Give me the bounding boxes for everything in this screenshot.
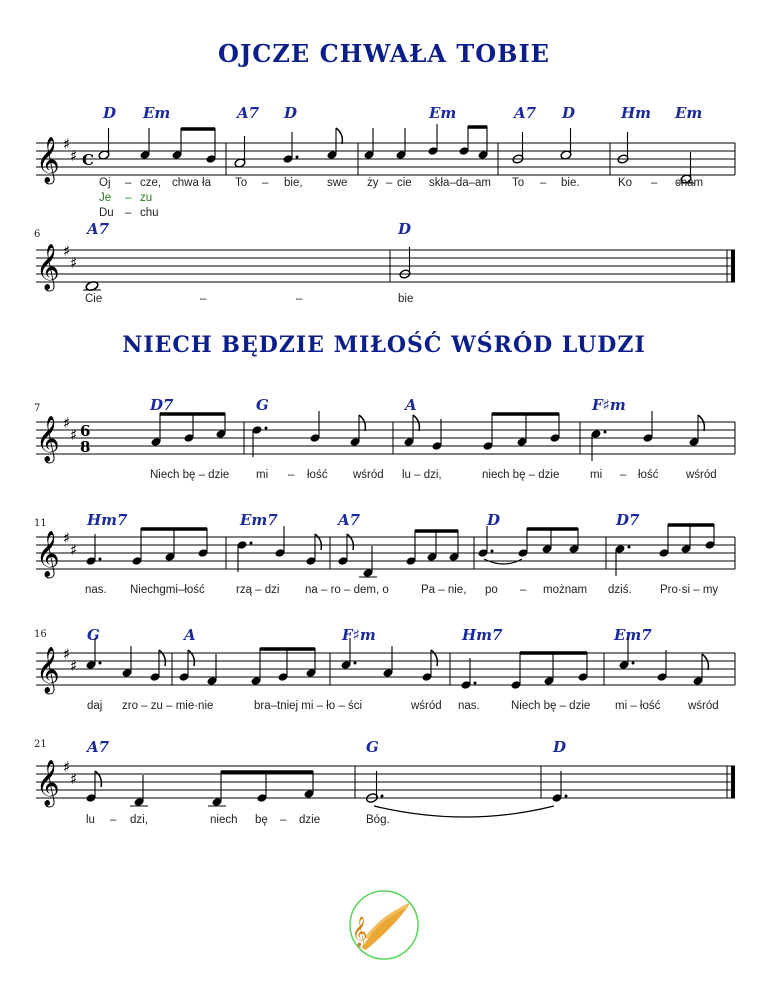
- lyric-syllable: –: [620, 469, 627, 481]
- treble-clef-icon: 𝄞: [36, 760, 60, 806]
- sharp-icon: ♯: [70, 254, 78, 272]
- lyric-syllable: skła–da–am: [429, 177, 492, 189]
- staff: [36, 143, 735, 175]
- time-signature: C: [82, 151, 94, 169]
- lyric-syllable: –: [296, 293, 303, 305]
- lyric-syllable: cze,: [140, 177, 162, 189]
- lyric-syllable: Cie: [85, 293, 103, 305]
- lyric-syllable: –: [200, 293, 207, 305]
- chord-symbol: Em: [675, 104, 703, 122]
- lyric-syllable: bra–tniej mi – ło – ści: [254, 700, 363, 712]
- logo: [350, 891, 418, 959]
- time-signature-top: 6: [80, 422, 91, 440]
- chord-symbol: Em: [143, 104, 171, 122]
- lyric-syllable: cie: [397, 177, 412, 189]
- lyric-syllable: rzą – dzi: [236, 584, 280, 596]
- chord-symbol: D: [398, 220, 412, 238]
- treble-clef-icon: 𝄞: [36, 647, 60, 693]
- chord-symbol: A7: [514, 104, 537, 122]
- lyric-syllable: zro – zu – mie·nie: [122, 700, 214, 712]
- chord-symbol: A7: [338, 511, 361, 529]
- sharp-icon: ♯: [70, 657, 78, 675]
- chord-symbol: G: [256, 396, 269, 414]
- staff: [36, 422, 735, 454]
- lyric-syllable: lu: [86, 814, 95, 826]
- lyric-syllable: –: [288, 469, 295, 481]
- lyric-syllable: niech bę – dzie: [482, 469, 560, 481]
- lyric-syllable: –: [540, 177, 547, 189]
- sharp-icon: ♯: [70, 426, 78, 444]
- chord-symbol: D: [103, 104, 117, 122]
- chord-symbol: F♯m: [342, 626, 376, 644]
- chord-symbol: A: [184, 626, 196, 644]
- lyric-syllable: wśród: [688, 700, 719, 712]
- notes: [86, 638, 709, 690]
- lyric-syllable: mi: [590, 469, 603, 481]
- sharp-icon: ♯: [70, 541, 78, 559]
- staff: [36, 653, 735, 685]
- lyric-syllable: To: [235, 177, 248, 189]
- chord-symbol: A7: [87, 738, 110, 756]
- lyric-syllable: bie: [398, 293, 414, 305]
- lyric-syllable: –: [125, 192, 132, 204]
- lyric-syllable: Bóg.: [366, 814, 390, 826]
- chord-symbol: A: [405, 396, 417, 414]
- lyric-syllable: łość: [307, 469, 328, 481]
- lyric-syllable: Niechgmi–łość: [130, 584, 205, 596]
- lyric-syllable: wśród: [353, 469, 384, 481]
- lyric-syllable: dzi,: [130, 814, 148, 826]
- lyric-syllable: na – ro – dem, o: [305, 584, 389, 596]
- treble-clef-icon: 𝄞: [36, 531, 60, 577]
- lyric-syllable: nas.: [458, 700, 480, 712]
- chord-symbol: A7: [87, 220, 110, 238]
- lyric-syllable: Niech bę – dzie: [511, 700, 591, 712]
- system-5: [34, 626, 735, 712]
- lyric-syllable: Du: [99, 207, 114, 219]
- lyric-syllable: bie.: [561, 177, 580, 189]
- lyric-syllable: –: [262, 177, 269, 189]
- lyric-syllable: nas.: [85, 584, 107, 596]
- chord-symbol: Em: [429, 104, 457, 122]
- sharp-icon: ♯: [63, 645, 71, 663]
- lyric-syllable: chu: [140, 207, 159, 219]
- lyric-syllable: Pa – nie,: [421, 584, 467, 596]
- chord-symbol: Hm: [621, 104, 652, 122]
- lyric-syllable: mi: [256, 469, 269, 481]
- lyric-syllable: wśród: [411, 700, 442, 712]
- chord-symbol: D7: [616, 511, 640, 529]
- chord-symbol: G: [366, 738, 379, 756]
- lyric-syllable: zu: [140, 192, 153, 204]
- lyric-syllable: Niech bę – dzie: [150, 469, 230, 481]
- measure-number: 16: [34, 629, 47, 640]
- measure-number: 6: [34, 229, 41, 240]
- sharp-icon: ♯: [63, 414, 71, 432]
- lyric-syllable: swe: [327, 177, 348, 189]
- chord-symbol: Hm7: [87, 511, 128, 529]
- treble-clef-icon: 𝄞: [36, 416, 60, 462]
- song-title: OJCZE CHWAŁA TOBIE: [218, 39, 550, 68]
- staff: [36, 766, 735, 798]
- lyric-syllable: –: [125, 207, 132, 219]
- treble-clef-icon: 𝄞: [36, 244, 60, 290]
- lyric-syllable: Ko: [618, 177, 633, 189]
- measure-number: 7: [34, 403, 41, 414]
- system-3: [34, 396, 735, 481]
- lyric-syllable: –: [125, 177, 132, 189]
- chord-symbol: G: [87, 626, 100, 644]
- lyric-syllable: dzie: [299, 814, 321, 826]
- lyric-syllable: daj: [87, 700, 103, 712]
- notes: [86, 771, 568, 817]
- lyric-syllable: –: [386, 177, 393, 189]
- sharp-icon: ♯: [70, 147, 78, 165]
- notes: [151, 411, 705, 461]
- lyric-syllable: ży: [367, 177, 379, 189]
- staff: [36, 250, 735, 282]
- time-signature-bottom: 8: [80, 438, 91, 456]
- sharp-icon: ♯: [63, 135, 71, 153]
- lyric-syllable: –: [651, 177, 658, 189]
- chord-symbol: D: [487, 511, 501, 529]
- lyric-syllable: Pro·si – my: [660, 584, 719, 596]
- system-4: [34, 511, 735, 596]
- lyric-syllable: lu – dzi,: [402, 469, 442, 481]
- chord-symbol: Em7: [614, 626, 652, 644]
- chord-symbol: D7: [150, 396, 174, 414]
- lyric-syllable: wśród: [686, 469, 717, 481]
- chord-symbol: A7: [237, 104, 260, 122]
- lyric-syllable: bie,: [284, 177, 303, 189]
- system-2: [34, 220, 735, 305]
- treble-clef-icon: 𝄞: [352, 917, 368, 947]
- lyric-syllable: To: [512, 177, 525, 189]
- measure-number: 21: [34, 739, 47, 750]
- lyric-syllable: łość: [638, 469, 659, 481]
- sharp-icon: ♯: [63, 529, 71, 547]
- sharp-icon: ♯: [63, 758, 71, 776]
- chord-symbol: D: [284, 104, 298, 122]
- lyric-syllable: po: [485, 584, 498, 596]
- chord-symbol: F♯m: [592, 396, 626, 414]
- lyric-syllable: mi – łość: [615, 700, 661, 712]
- notes: [86, 524, 716, 578]
- lyric-syllable: –: [280, 814, 287, 826]
- chord-symbol: D: [553, 738, 567, 756]
- measure-number: 11: [34, 518, 47, 529]
- chord-symbol: Hm7: [462, 626, 503, 644]
- system-6: [34, 738, 735, 826]
- lyric-syllable: Je: [99, 192, 112, 204]
- lyric-syllable: niech: [210, 814, 238, 826]
- sharp-icon: ♯: [70, 770, 78, 788]
- lyric-syllable: –: [110, 814, 117, 826]
- system-1: [36, 104, 735, 219]
- chord-symbol: Em7: [240, 511, 278, 529]
- lyric-syllable: możnam: [543, 584, 588, 596]
- lyric-syllable: –: [520, 584, 527, 596]
- chord-symbol: D: [562, 104, 576, 122]
- song-title: NIECH BĘDZIE MIŁOŚĆ WŚRÓD LUDZI: [122, 332, 646, 358]
- treble-clef-icon: 𝄞: [36, 137, 60, 183]
- lyric-syllable: chwa ła: [172, 177, 211, 189]
- lyric-syllable: bę: [255, 814, 268, 826]
- lyric-syllable: Oj: [99, 177, 111, 189]
- lyric-syllable: cham: [675, 177, 704, 189]
- lyric-syllable: dziś.: [608, 584, 632, 596]
- sharp-icon: ♯: [63, 242, 71, 260]
